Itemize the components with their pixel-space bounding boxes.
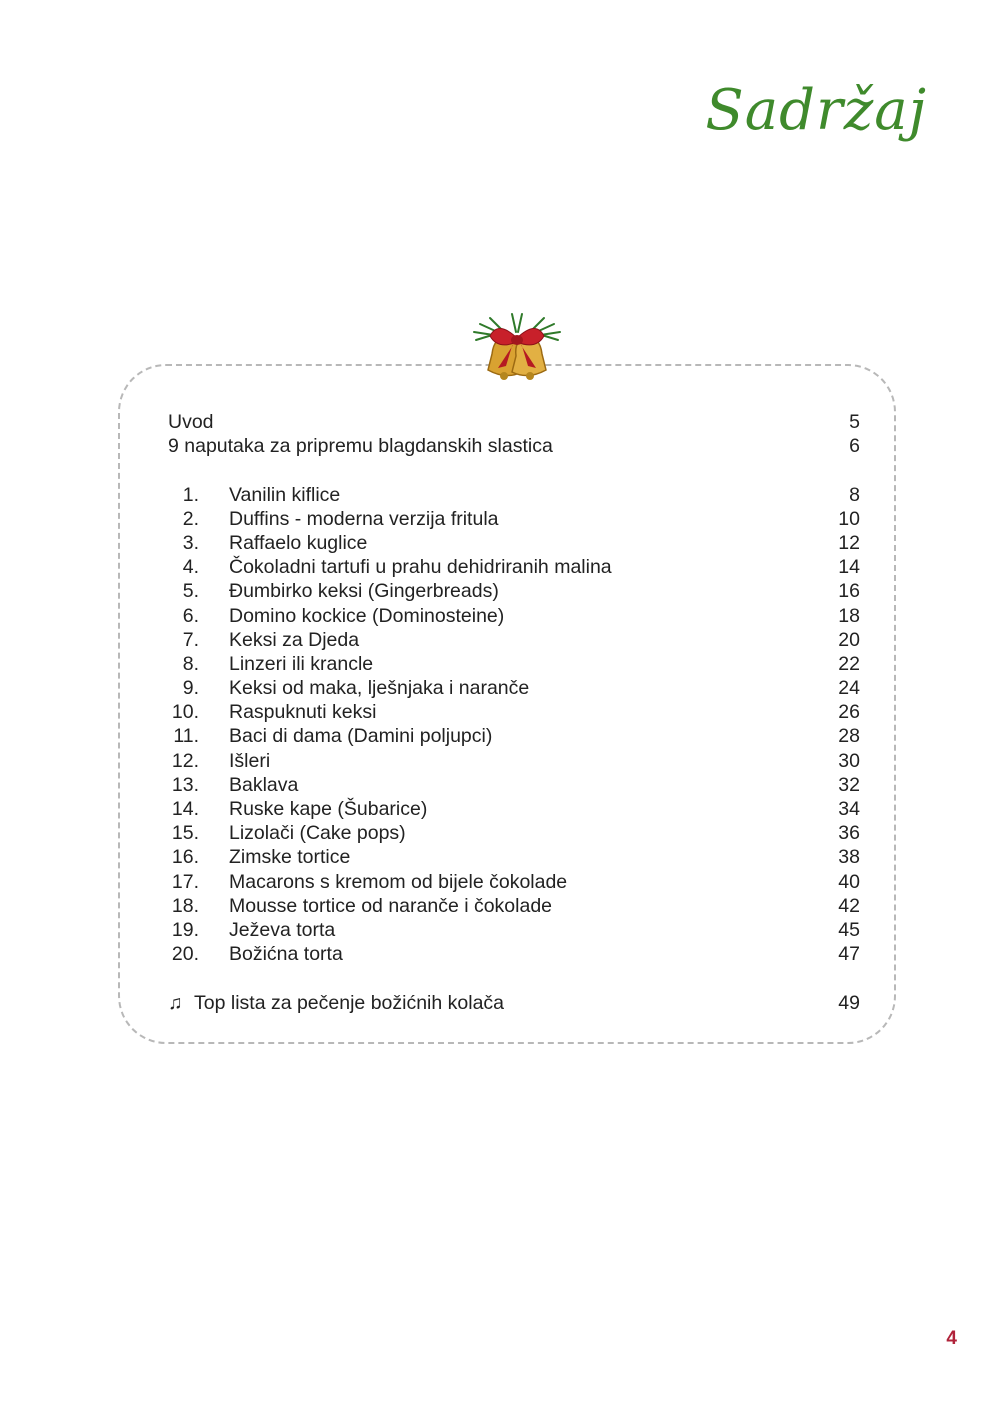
entry-page: 12 — [838, 531, 860, 554]
entry-page: 24 — [838, 677, 860, 700]
toc-entry[interactable] — [168, 652, 860, 676]
entry-number: 3. — [182, 531, 199, 554]
toc-entry-top-list[interactable] — [168, 991, 860, 1015]
entry-page: 38 — [838, 846, 860, 869]
entry-page: 45 — [838, 918, 860, 941]
entry-number: 4. — [182, 556, 199, 579]
entry-number: 1. — [182, 483, 199, 506]
toc-entry[interactable] — [168, 507, 860, 531]
entry-number: 7. — [182, 628, 199, 651]
toc-entry[interactable] — [168, 483, 860, 507]
entry-title: Linzeri ili krancle — [229, 652, 374, 675]
entry-number: 19. — [171, 918, 199, 941]
entry-page: 14 — [838, 556, 860, 579]
entry-title: Macarons s kremom od bijele čokolade — [229, 870, 568, 893]
entry-title: Đumbirko keksi (Gingerbreads) — [229, 580, 499, 603]
entry-title: Domino kockice (Dominosteine) — [229, 604, 505, 627]
christmas-bells-icon — [462, 310, 572, 394]
entry-title: Išleri — [229, 749, 271, 772]
page-title: Sadržaj — [705, 78, 927, 143]
entry-page: 6 — [849, 435, 860, 458]
page-number: 4 — [946, 1328, 957, 1349]
entry-number: 8. — [182, 652, 199, 675]
entry-number: 13. — [171, 773, 199, 796]
entry-number: 18. — [171, 894, 199, 917]
entry-title: Keksi od maka, lješnjaka i naranče — [229, 677, 530, 700]
entry-title: Ježeva torta — [229, 918, 336, 941]
toc-entry[interactable] — [168, 773, 860, 797]
spacer — [168, 458, 860, 482]
entry-page: 5 — [849, 411, 860, 433]
music-note-icon: ♫ — [168, 991, 183, 1014]
entry-page: 34 — [838, 798, 860, 820]
toc-entry[interactable] — [168, 676, 860, 700]
entry-title: Božićna torta — [229, 943, 343, 966]
entry-page: 36 — [838, 822, 860, 845]
entry-number: 12. — [171, 749, 199, 772]
entry-page: 18 — [838, 604, 860, 627]
entry-title: Ruske kape (Šubarice) — [229, 798, 428, 820]
entry-title: Mousse tortice od naranče i čokolade — [229, 894, 553, 917]
entry-title: Vanilin kiflice — [229, 483, 341, 506]
table-of-contents — [168, 410, 860, 1015]
toc-entry[interactable] — [168, 579, 860, 603]
entry-title: Top lista za pečenje božićnih kolača — [194, 991, 505, 1014]
toc-entry[interactable] — [168, 531, 860, 555]
toc-entry[interactable] — [168, 797, 860, 821]
entry-title: Čokoladni tartufi u prahu dehidriranih malina — [229, 556, 612, 579]
toc-entry[interactable] — [168, 700, 860, 724]
entry-page: 8 — [849, 483, 860, 506]
entry-number: 11. — [173, 725, 199, 748]
toc-entry[interactable] — [168, 845, 860, 869]
entry-title: Raffaelo kuglice — [229, 531, 368, 554]
entry-number: 5. — [182, 580, 199, 603]
entry-number: 6. — [182, 604, 199, 627]
toc-entry-intro[interactable] — [168, 410, 860, 434]
entry-page: 20 — [838, 628, 860, 651]
entry-number: 15. — [171, 822, 199, 845]
entry-page: 10 — [838, 507, 860, 530]
entry-page: 30 — [838, 749, 860, 772]
entry-number: 9. — [182, 677, 199, 700]
toc-entry[interactable] — [168, 724, 860, 748]
toc-entry-tips[interactable] — [168, 434, 860, 458]
entry-page: 42 — [838, 894, 860, 917]
entry-number: 10. — [171, 701, 199, 724]
entry-number: 2. — [182, 507, 199, 530]
toc-entry[interactable] — [168, 604, 860, 628]
entry-title: Lizolači (Cake pops) — [229, 822, 406, 845]
entry-number: 14. — [171, 798, 199, 820]
entry-title: Raspuknuti keksi — [229, 701, 377, 724]
entry-page: 28 — [838, 725, 860, 748]
toc-entry[interactable] — [168, 942, 860, 966]
entry-page: 26 — [838, 701, 860, 724]
entry-number: 17. — [171, 870, 199, 893]
toc-entry[interactable] — [168, 628, 860, 652]
entry-title: 9 naputaka za pripremu blagdanskih slastica — [168, 435, 553, 458]
entry-page: 32 — [838, 773, 860, 796]
entry-page: 47 — [838, 943, 860, 966]
entry-page: 49 — [838, 991, 860, 1014]
entry-number: 16. — [171, 846, 199, 869]
entry-page: 16 — [838, 580, 860, 603]
entry-title: Baklava — [229, 773, 299, 796]
toc-entry[interactable] — [168, 555, 860, 579]
toc-entry[interactable] — [168, 894, 860, 918]
entry-title: Zimske tortice — [229, 846, 351, 869]
toc-entry[interactable] — [168, 870, 860, 894]
entry-title: Baci di dama (Damini poljupci) — [229, 725, 493, 748]
entry-number: 20. — [171, 943, 199, 966]
entry-page: 22 — [838, 652, 860, 675]
entry-page: 40 — [838, 870, 860, 893]
toc-entry[interactable] — [168, 749, 860, 773]
toc-entry[interactable] — [168, 821, 860, 845]
toc-entry[interactable] — [168, 918, 860, 942]
entry-title: Uvod — [168, 411, 214, 433]
spacer — [168, 966, 860, 990]
entry-title: Duffins - moderna verzija fritula — [229, 507, 499, 530]
entry-title: Keksi za Djeda — [229, 628, 360, 651]
